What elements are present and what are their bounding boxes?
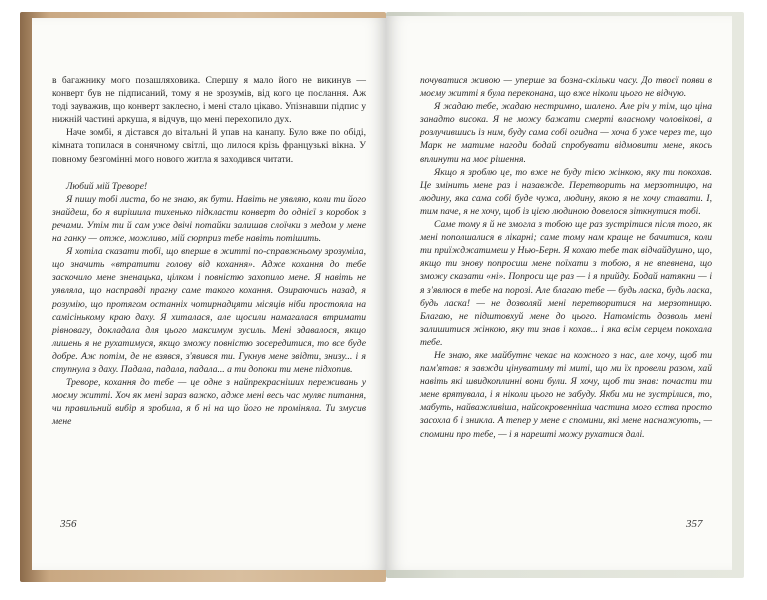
- letter-paragraph: Я пишу тобі листа, бо не знаю, як бути. Навіть не уявляю, коли ти його знайдеш, бо я вирішила тихенько підкласти конверт до однієї з коробок з речами. Утім ти й сам уже двічі потайки залишав слоїчки з медом у мене на ганку — отже, можливо, мій сюрприз тебе навіть потішить.: [52, 193, 366, 245]
- letter-paragraph: Якщо я зроблю це, то вже не буду тією жінкою, яку ти покохав. Це змінить мене раз і назавжде. Перетворить на мерзотницю, на людину, яка сама собі буде чужа, людину, якою я не хочу ставати. І, тим паче, я не хочу, щоб із цією людиною довелося зіткнутися тобі.: [420, 166, 712, 217]
- letter-paragraph: Я жадаю тебе, жадаю нестримно, шалено. Але річ у тім, що ціна занадто висока. Я не можу бажати смерті власному чоловікові, а розлучившись із ним, буду сама собі огидна — хоча б уже через те, що Марк не матиме нагоди бодай спробувати відмовити мене, якось вплинути на моє рішення.: [420, 101, 712, 165]
- letter-paragraph: Не знаю, яке майбутнє чекає на кожного з нас, але хочу, щоб ти пам'ятав: я завжди цінуватиму ті миті, що ми їх провели разом, хай навіть які швидкоплинні вони були. Я хочу, щоб ти знав: почасти ти мене врятувала, і я ніколи цього не забуду. Якби ми не зустрілися, то, мабуть, найважливіша, найсокровенніша частина мого єства просто засохла б і зникла. А тепер у мене є спомини, які мене наснажують, — спомини про тебе, — і я нарешті можу рухатися далі.: [420, 349, 712, 440]
- letter-paragraph: почуватися живою — уперше за бозна-скільки часу. До твоєї появи в моєму житті я була переконана, що вже ніколи цього не відчую.: [420, 75, 712, 100]
- paragraph: Наче зомбі, я дістався до вітальні й упав на канапу. Було вже по обіді, кімната топилася в сонячному світлі, що лилося крізь французькі вікна. У повному безгомінні мого нового житла я заходився читати.: [52, 127, 366, 165]
- letter-paragraph: Треворе, кохання до тебе — це одне з найпрекрасніших переживань у моєму житті. Хоч як мені зараз важко, адже мені весь час муляє питання, чи правильний вибір я зробила, я б ні на що його не проміняла. Ти змусив мене: [52, 377, 366, 428]
- page-number-left: 356: [60, 518, 77, 530]
- letter-salutation: Любий мій Треворе!: [66, 180, 148, 192]
- letter-paragraph: Я хотіла сказати тобі, що вперше в житті по-справжньому зрозуміла, що значить «втратити голову від кохання». Адже кохання до тебе заскочило мене зненацька, цілком і повністю захопило мене. Я навіть не уявляла, що насправді прагну саме такого кохання. Озираючись назад, я розумію, що протягом останніх чотирнадцяти місяців ніби простояла на самісінькому краю даху. Я хиталася, але щосили намагалася втримати рівновагу, докладала для цього максимум зусиль. Мені здавалося, якщо лишень я не рухатимуся, якщо зможу повністю зосередитися, то все буде добре. Аж потім, де не взявся, з'явився ти. Гукнув мене звідти, знизу... і я ступнула з даху. Падала, падала, падала... а ти допоки ти мене підхопив.: [52, 246, 366, 375]
- left-page-text: [52, 74, 366, 428]
- paragraph: в багажнику мого позашляховика. Спершу я мало його не викинув — конверт був не підписаний, тому я не зрозумів, від кого це послання. Аж тоді зауважив, що конверт заклеєно, і мені стало цікаво. Упізнавши підпис у нижній частині аркуша, я відчув, що мені перехопило дух.: [52, 75, 366, 126]
- page-number-right: 357: [686, 518, 703, 530]
- right-page-text: [420, 74, 712, 441]
- letter-paragraph: Саме тому я й не змогла з тобою ще раз зустрітися після того, як мені пополшалися в лікарні; саме тому нам краще не бачитися, коли ти приїжджатимеш у Нью-Берн. Я кохаю тебе так відчайдушно, що, якщо ти знову попросиш мене поїхати з тобою, я не впевнена, що зможу сказати «ні». Попроси ще раз — і я прийду. Бодай натякни — і я з'явлюся в тебе на порозі. Але благаю тебе — будь ласка, будь ласка, будь ласка! — не дозволяй мені перетворитися на мерзотницю. Благаю, не підштовхуй мене до цього. Натомість дозволь мені залишитися жінкою, яку ти знав і кохав... і яка всім серцем покохала тебе.: [420, 219, 712, 348]
